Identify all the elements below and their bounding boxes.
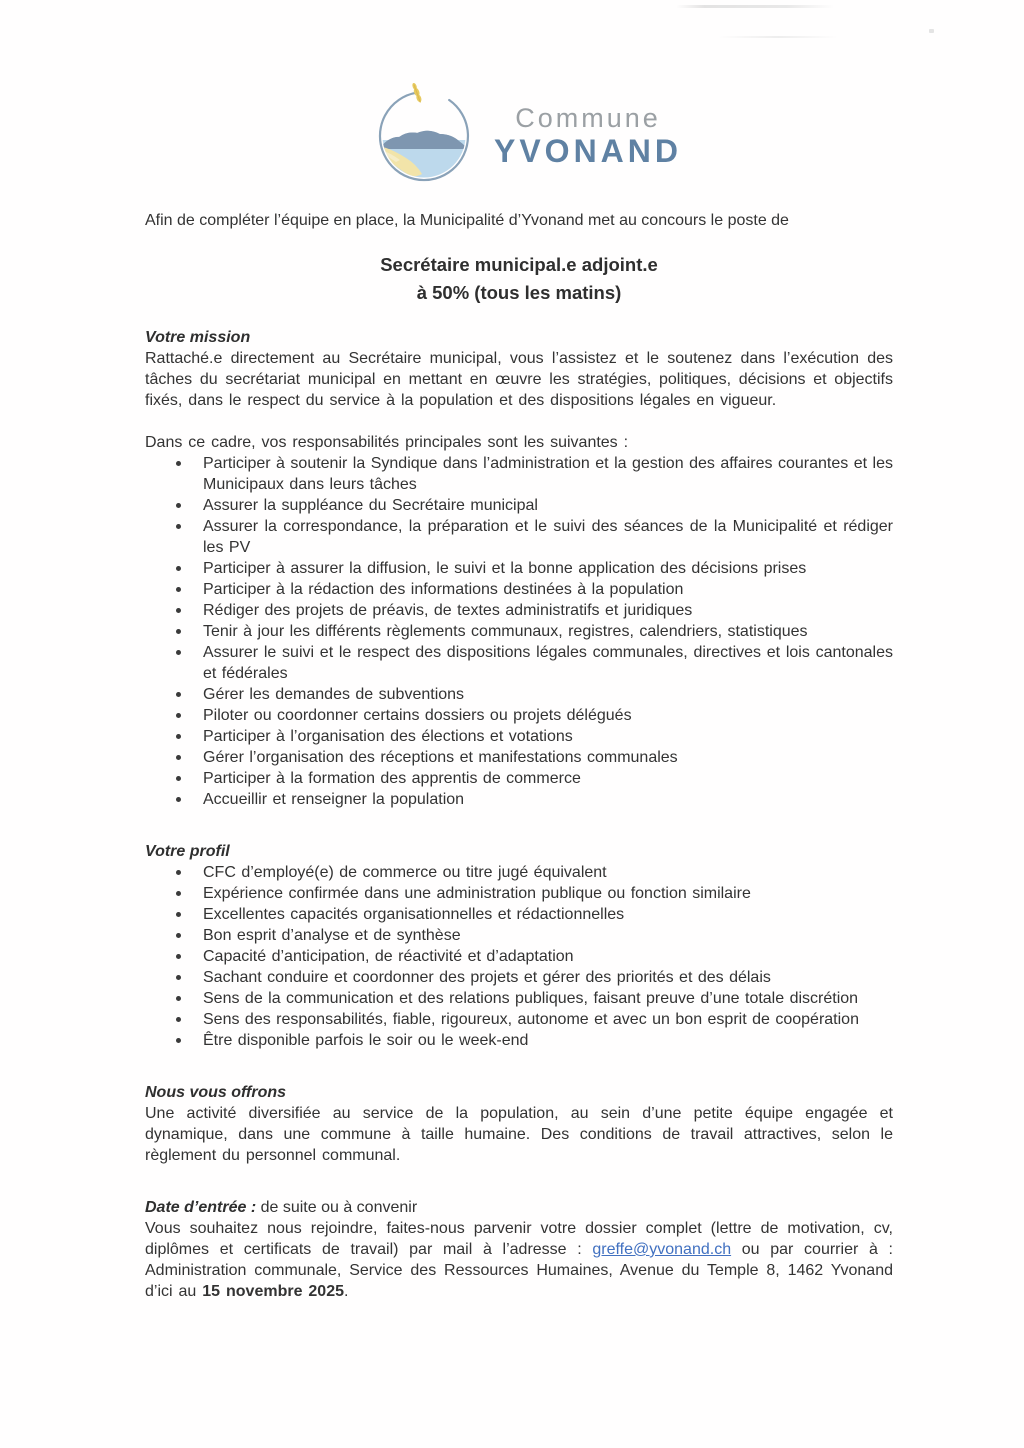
list-item: Assurer la suppléance du Secrétaire municipal	[145, 495, 893, 516]
entry-date-label: Date d’entrée :	[145, 1199, 257, 1216]
scan-artifact	[718, 36, 838, 38]
mission-bullet-list	[145, 453, 893, 810]
entry-date-value: de suite ou à convenir	[260, 1199, 418, 1216]
closing-text-before-email: Vous souhaitez nous rejoindre, faites-nous parvenir votre dossier complet (lettre de motivation, cv, diplômes et certificats de travail) par mail à l’adresse :	[145, 1220, 893, 1258]
list-item: Tenir à jour les différents règlements communaux, registres, calendriers, statistiques	[145, 621, 893, 642]
list-item: Participer à l’organisation des élections et votations	[145, 726, 893, 747]
list-item: Assurer la correspondance, la préparation et le suivi des séances de la Municipalité et rédiger les PV	[145, 516, 893, 558]
list-item: Bon esprit d’analyse et de synthèse	[145, 925, 893, 946]
section-mission	[145, 327, 893, 810]
list-item: Être disponible parfois le soir ou le week-end	[145, 1030, 893, 1051]
list-item: Capacité d’anticipation, de réactivité et d’adaptation	[145, 946, 893, 967]
mission-lead: Dans ce cadre, vos responsabilités principales sont les suivantes :	[145, 434, 629, 451]
list-item: Participer à soutenir la Syndique dans l’administration et la gestion des affaires courantes et les Municipaux dans leurs tâches	[145, 453, 893, 495]
list-item: CFC d’employé(e) de commerce ou titre jugé équivalent	[145, 862, 893, 883]
scan-artifact	[676, 5, 834, 8]
entry-date-line	[145, 1197, 893, 1218]
closing-period: .	[344, 1283, 349, 1300]
closing-text-after-email: ou par courrier à : Administration communale, Service des Ressources Humaines, Avenue du Temple 8, 1462 Yvonand d’ici au	[145, 1241, 893, 1300]
mission-paragraph: Rattaché.e directement au Secrétaire municipal, vous l’assistez et le soutenez dans l’exécution des tâches du secrétariat municipal en mettant en œuvre les stratégies, politiques, décisions et objectifs fixés, dans le respect du service à la population et des dispositions légales en vigueur.	[145, 350, 893, 409]
commune-logo-icon	[376, 82, 472, 189]
list-item: Piloter ou coordonner certains dossiers ou projets délégués	[145, 705, 893, 726]
list-item: Gérer les demandes de subventions	[145, 684, 893, 705]
list-item: Rédiger des projets de préavis, de textes administratifs et juridiques	[145, 600, 893, 621]
list-item: Participer à la rédaction des informations destinées à la population	[145, 579, 893, 600]
section-profile	[145, 841, 893, 1051]
closing-paragraph	[145, 1218, 893, 1302]
list-item: Participer à assurer la diffusion, le suivi et la bonne application des décisions prises	[145, 558, 893, 579]
section-offer	[145, 1082, 893, 1166]
commune-logo-text	[494, 103, 682, 169]
list-item: Sens des responsabilités, fiable, rigoureux, autonome et avec un bon esprit de coopération	[145, 1009, 893, 1030]
list-item: Participer à la formation des apprentis de commerce	[145, 768, 893, 789]
profile-heading: Votre profil	[145, 843, 230, 860]
scan-artifact	[929, 29, 934, 33]
list-item: Expérience confirmée dans une administration publique ou fonction similaire	[145, 883, 893, 904]
offer-heading: Nous vous offrons	[145, 1084, 287, 1101]
list-item: Sens de la communication et des relations publiques, faisant preuve d’une totale discrétion	[145, 988, 893, 1009]
logo-commune-label: Commune	[515, 102, 661, 133]
application-deadline: 15 novembre 2025	[202, 1283, 344, 1300]
mission-heading: Votre mission	[145, 329, 251, 346]
email-link[interactable]: greffe@yvonand.ch	[592, 1241, 732, 1258]
intro-paragraph: Afin de compléter l’équipe en place, la Municipalité d’Yvonand met au concours le poste de	[145, 212, 789, 229]
offer-paragraph: Une activité diversifiée au service de la population, au sein d’une petite équipe engagée et dynamique, dans une commune à taille humaine. Des conditions de travail attractives, selon le règlement du personnel communal.	[145, 1105, 893, 1164]
job-title-line1: Secrétaire municipal.e adjoint.e	[380, 254, 658, 275]
list-item: Gérer l’organisation des réceptions et manifestations communales	[145, 747, 893, 768]
document-body	[0, 210, 1024, 1302]
job-title	[145, 251, 893, 307]
list-item: Assurer le suivi et le respect des dispositions légales communales, directives et lois cantonales et fédérales	[145, 642, 893, 684]
profile-bullet-list	[145, 862, 893, 1051]
list-item: Accueillir et renseigner la population	[145, 789, 893, 810]
commune-logo	[34, 0, 1024, 189]
logo-name-label: YVONAND	[493, 132, 682, 169]
job-title-line2: à 50% (tous les matins)	[416, 282, 622, 303]
list-item: Excellentes capacités organisationnelles et rédactionnelles	[145, 904, 893, 925]
list-item: Sachant conduire et coordonner des projets et gérer des priorités et des délais	[145, 967, 893, 988]
